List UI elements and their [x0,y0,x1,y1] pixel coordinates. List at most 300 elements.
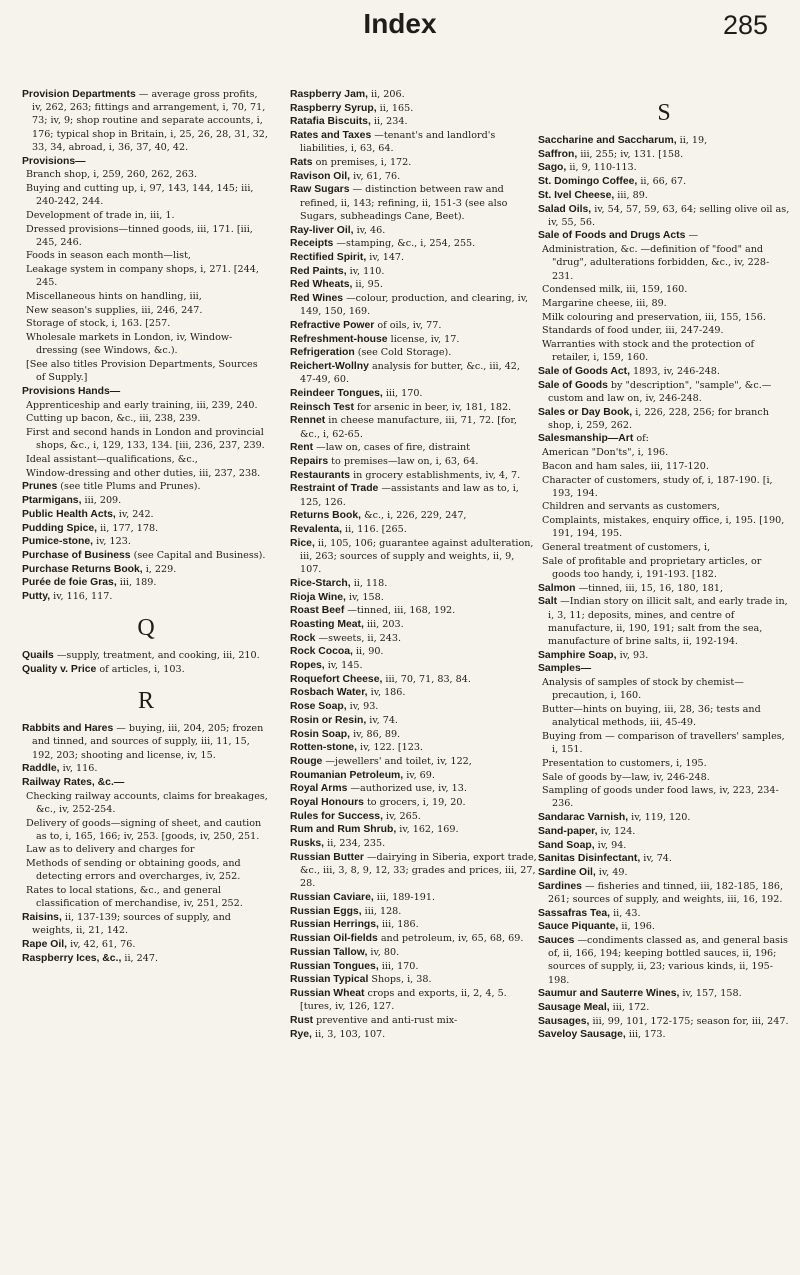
index-entry [538,161,790,174]
index-entry [538,189,790,202]
index-entry [290,509,538,522]
entry-refs: ii, 3, 103, 107. [311,1028,386,1040]
entry-refs: —authorized use, iv, 13. [347,783,467,795]
entry-refs: ii, 196. [618,921,655,933]
entry-heading: Receipts [290,238,334,250]
entry-refs: ii, 206. [367,89,405,100]
entry-heading: Salad Oils, [538,203,592,215]
index-entry [290,810,538,823]
entry-refs: —jewellers' and toilet, iv, 122, [322,755,472,767]
entry-refs: Shops, i, 38. [368,974,432,986]
entry-refs: (see Cold Storage). [354,347,452,359]
entry-refs: license, iv, 17. [387,333,460,345]
entry-heading: Rosin or Resin, [290,714,367,726]
entry-refs: on premises, i, 172. [312,157,412,169]
index-entry [538,406,790,432]
index-entry [22,952,270,965]
index-entry [538,582,790,595]
entry-refs: iv, 145. [324,660,363,672]
index-entry [538,934,790,987]
entry-heading: Rent [290,442,314,454]
index-entry [290,591,538,604]
entry-refs: iv, 162, 169. [396,824,459,836]
entry-refs: iv, 123. [93,536,131,548]
index-entry [22,522,270,535]
entry-refs: —colour, production, and clearing, iv, 149, 150, 169. [300,293,529,318]
index-entry [22,576,270,589]
entry-refs: ii, 19, [676,135,708,146]
index-subentry: Administration, &c. —definition of "food" and "drug", adulterations forbidden, &c., iv, 228-231. [542,244,770,282]
index-entry [538,852,790,865]
index-entry [290,224,538,237]
index-entry [290,837,538,850]
entry-heading: Rosbach Water, [290,687,368,699]
index-subentry: Buying and cutting up, i, 97, 143, 144, 145; iii, 240-242, 244. [26,182,254,208]
index-entry [538,1028,790,1041]
entry-refs: iv, 49. [595,866,628,878]
index-entry [538,432,790,445]
index-entry [290,102,538,115]
entry-refs: iv, 69. [403,769,435,781]
entry-heading: Pumice-stone, [22,536,94,548]
entry-refs: (see Capital and Business). [130,549,266,561]
index-entry [290,265,538,278]
entry-heading: Sausages, [538,1015,590,1027]
index-subentry: Buying from — comparison of travellers' samples, i, 151. [542,730,785,756]
index-entry [22,663,270,676]
entry-heading: Russian Herrings, [290,919,379,931]
index-subentry: Development of trade in, iii, 1. [26,209,175,221]
entry-heading: Royal Arms [290,783,348,795]
index-entry [538,365,790,378]
entry-refs: iv, 61, 76. [350,170,401,182]
index-entry [290,469,538,482]
index-subentry: Warranties with stock and the protection of retailer, i, 159, 160. [542,339,755,364]
entry-heading: Raspberry Jam, [290,89,368,100]
entry-heading: Revalenta, [290,524,342,535]
entry-refs: iii, 186. [378,919,419,931]
entry-refs: —assistants and law as to, i, 125, 126. [300,483,519,508]
entry-heading: Refreshment-house [290,333,388,345]
index-entry [538,134,790,147]
index-entry [22,590,270,603]
index-entry [538,920,790,933]
entry-refs: analysis for butter, &c., iii, 42, 47-49, 60. [300,361,520,386]
entry-heading: Sausage Meal, [538,1002,610,1013]
entry-heading: Reinsch Test [290,401,354,413]
entry-heading: Purée de foie Gras, [22,577,117,589]
entry-refs: iv, 110. [346,265,385,277]
entry-heading: Salmon [538,582,576,594]
entry-heading: Raspberry Syrup, [290,102,377,114]
entry-heading: Russian Butter [290,851,364,863]
index-subentry: Sale of goods by—law, iv, 246-248. [542,771,710,783]
index-subentry: Sampling of goods under food laws, iv, 223, 234-236. [542,785,779,810]
index-subentry: Apprenticeship and early training, iii, 239, 240. [26,399,258,411]
entry-refs: iv, 116. [59,763,98,775]
entry-heading: Sassafras Tea, [538,907,611,919]
index-entry [22,762,270,775]
entry-refs: —supply, treatment, and cooking, iii, 210. [53,650,260,662]
entry-heading: Quails [22,650,54,662]
index-entry [290,1028,538,1041]
index-entry [290,960,538,973]
index-subentry: Analysis of samples of stock by chemist—precaution, i, 160. [542,677,744,702]
entry-refs: —tinned, iii, 168, 192. [344,605,456,617]
index-entry [290,360,538,386]
entry-refs: of oils, iv, 77. [374,319,442,331]
index-entry [290,714,538,727]
entry-heading: Rye, [290,1028,312,1040]
entry-refs: ii, 105, 106; guarantee against adulteration, iii, 263; sources of supply and weights, ii, 9, 107. [300,537,534,576]
entry-refs: —stamping, &c., i, 254, 255. [333,238,476,250]
page-header [0,0,800,60]
entry-heading: Red Wheats, [290,279,353,291]
index-entry [290,183,538,223]
index-entry [538,839,790,852]
entry-refs: —condiments classed as, and general basis of, ii, 166, 194; keeping bottled sauces, ii, 196; sources of supply, ii, 23; various kinds, ii, 195-198. [548,934,788,986]
entry-refs: iv, 124. [597,825,636,837]
entry-heading: Ray-liver Oil, [290,224,354,236]
entry-heading: Sauce Piquante, [538,921,619,933]
index-entry [538,811,790,824]
entry-refs: iii, 99, 101, 172-175; season for, iii, 247. [589,1015,789,1027]
entry-heading: Rust [290,1014,314,1026]
entry-refs: iii, 89. [614,189,648,201]
entry-refs: (see title Plums and Prunes). [57,481,201,493]
index-entry [290,782,538,795]
entry-heading: Rotten-stone, [290,742,357,754]
index-subentry: Storage of stock, i, 163. [257. [26,318,171,330]
index-entry [290,673,538,686]
index-entry [22,649,270,662]
index-entry [290,741,538,754]
entry-refs: &c., i, 226, 229, 247, [361,510,467,522]
entry-heading: Raisins, [22,911,62,923]
entry-refs: iii, 203. [363,618,404,630]
index-subentry: Character of customers, study of, i, 187-190. [i, 193, 194. [542,474,773,499]
index-entry [22,385,270,398]
entry-refs: iv, 186. [367,687,406,699]
index-entry [538,203,790,229]
index-subentry: Law as to delivery and charges for [26,844,195,856]
entry-heading: Russian Wheat [290,987,365,999]
entry-heading: Ptarmigans, [22,495,82,507]
index-entry [290,618,538,631]
index-subentry: Wholesale markets in London, iv, Window-dressing (see Windows, &c.). [26,332,233,357]
entry-heading: Rusks, [290,838,325,850]
entry-heading: Rum and Rum Shrub, [290,824,397,836]
entry-refs: — distinction between raw and refined, ii, 143; refining, ii, 151-3 (see also Sugars, subheadings Cane, Beet). [300,184,508,222]
entry-refs: — average gross profits, iv, 262, 263; fittings and arrangement, i, 70, 71, 73; iv, 9; shop routine and separate accounts, i, 176; typical shop in Britain, i, 25, 26, 28, 31, 32, 33, 34, abroad, i, 36, 37, 40, 42. [32,89,268,153]
entry-heading: Salesmanship—Art [538,433,634,445]
entry-heading: St. Domingo Coffee, [538,176,638,188]
index-subentry: Children and servants as customers, [542,501,720,513]
entry-heading: Ravison Oil, [290,170,351,182]
entry-heading: Restraint of Trade [290,483,379,495]
index-entry [290,523,538,536]
index-subentry: Presentation to customers, i, 195. [542,757,707,769]
index-subentry: Dressed provisions—tinned goods, iii, 171. [iii, 245, 246. [26,223,253,248]
entry-refs: crops and exports, ii, 2, 4, 5. [tures, iv, 126, 127. [300,987,507,1013]
entry-heading: Railway Rates, &c.— [22,776,125,788]
index-entry [290,659,538,672]
entry-heading: Rape Oil, [22,938,68,950]
entry-refs: ii, 247. [121,952,158,964]
index-entry [538,1001,790,1014]
entry-heading: Rouge [290,755,323,767]
entry-heading: Russian Caviare, [290,891,374,903]
entry-heading: Putty, [22,591,51,603]
entry-heading: Rules for Success, [290,810,383,822]
index-entry [538,866,790,879]
entry-refs: iii, 170. [382,387,423,399]
entry-heading: Restaurants [290,469,351,481]
index-entry [290,973,538,986]
entry-refs: 1893, iv, 246-248. [630,365,720,377]
index-subentry: American "Don'ts", i, 196. [542,447,669,459]
entry-heading: Raw Sugars [290,184,350,196]
entry-heading: Refractive Power [290,319,375,331]
index-subentry: Ideal assistant—qualifications, &c., [26,453,198,465]
index-entry [22,535,270,548]
entry-refs: iii, 189. [116,577,157,589]
index-entry [290,987,538,1013]
entry-heading: Sale of Foods and Drugs Acts [538,230,686,242]
index-subentry: Leakage system in company shops, i, 271. [244, 245. [26,264,259,289]
entry-heading: Saveloy Sausage, [538,1029,626,1041]
index-subentry: Miscellaneous hints on handling, iii, [26,291,202,303]
entry-heading: Samphire Soap, [538,649,617,661]
entry-refs: —tenant's and landlord's liabilities, i, 63, 64. [300,130,496,155]
entry-refs: iii, 255; iv, 131. [158. [577,148,684,160]
entry-heading: Rice, [290,537,315,549]
entry-heading: Sardines [538,880,582,892]
entry-refs: iv, 93. [346,701,379,713]
index-entry [290,851,538,891]
index-entry [538,175,790,188]
entry-refs: iv, 116, 117. [50,591,113,603]
index-entry [290,278,538,291]
entry-heading: Rice-Starch, [290,577,351,589]
index-column-2 [290,88,538,1041]
index-column-1 [22,88,270,965]
entry-heading: Sandarac Varnish, [538,812,629,824]
index-subentry: Margarine cheese, iii, 89. [542,297,667,309]
index-entry [290,645,538,658]
entry-refs: ii, 137-139; sources of supply, and weights, ii, 21, 142. [32,911,231,937]
page-number: 285 [722,10,768,40]
entry-heading: Sand Soap, [538,839,595,851]
index-entry [538,649,790,662]
entry-heading: Returns Book, [290,510,362,522]
entry-heading: Red Wines [290,293,344,305]
entry-heading: Reindeer Tongues, [290,387,383,399]
index-entry [22,938,270,951]
entry-heading: Saffron, [538,148,578,160]
index-column-3 [538,88,790,1042]
entry-heading: Repairs [290,455,329,467]
entry-heading: Red Paints, [290,265,347,277]
entry-refs: —sweets, ii, 243. [315,632,402,644]
entry-refs: ii, 234. [370,116,408,128]
index-entry [538,595,790,648]
entry-heading: Public Health Acts, [22,508,116,520]
index-subentry: Branch shop, i, 259, 260, 262, 263. [26,169,198,181]
index-entry [290,414,538,440]
entry-refs: and petroleum, iv, 65, 68, 69. [377,933,524,945]
entry-refs: iv, 122. [123. [356,742,423,754]
entry-heading: Roasting Meat, [290,618,364,630]
index-entry [290,932,538,945]
entry-refs: iv, 46. [353,224,386,236]
entry-heading: Royal Honours [290,797,364,809]
entry-refs: iv, 242. [115,508,154,520]
entry-heading: Quality v. Price [22,663,97,675]
index-subentry: Delivery of goods—signing of sheet, and caution as to, i, 165, 166; iv, 253. [goods, iv, 250, 251. [26,817,262,842]
index-entry [290,604,538,617]
entry-refs: ii, 165. [376,102,414,114]
entry-refs: by "description", "sample", &c.—custom and law on, iv, 246-248. [548,379,772,404]
entry-heading: Rennet [290,415,326,427]
entry-heading: Samples— [538,663,592,675]
entry-refs: of: [633,433,649,445]
entry-heading: Refrigeration [290,347,355,359]
entry-heading: Sardine Oil, [538,866,596,878]
index-entry [290,170,538,183]
entry-refs: — buying, iii, 204, 205; frozen and tinned, and sources of supply, iii, 11, 15, 192, 203; shooting and license, iv, 15. [32,723,264,761]
index-entry [22,563,270,576]
entry-heading: Rectified Spirit, [290,251,367,263]
entry-heading: Sale of Goods Act, [538,365,630,377]
index-subentry: Condensed milk, iii, 159, 160. [542,284,688,296]
index-entry [22,722,270,762]
entry-heading: Sago, [538,162,567,174]
index-entry [290,755,538,768]
entry-refs: preventive and anti-rust mix- [313,1014,458,1026]
index-subentry: Methods of sending or obtaining goods, and detecting errors and overcharges, iv, 252. [26,858,241,883]
entry-refs: iv, 86, 89. [350,728,401,740]
entry-refs: —tinned, iii, 15, 16, 180, 181, [575,582,724,594]
index-subentry: Foods in season each month—list, [26,250,191,262]
index-entry [22,155,270,168]
entry-heading: Roquefort Cheese, [290,673,383,685]
index-entry [290,115,538,128]
index-entry [290,823,538,836]
index-subentry: Cutting up bacon, &c., iii, 238, 239. [26,413,201,425]
index-entry [290,333,538,346]
section-letter: R [137,688,154,715]
index-entry [538,907,790,920]
index-subentry: Bacon and ham sales, iii, 117-120. [542,460,709,472]
entry-heading: Rats [290,157,313,169]
index-subentry: [See also titles Provision Departments, Sources of Supply.] [26,359,258,384]
entry-heading: Pudding Spice, [22,522,98,534]
index-subentry: Standards of food under, iii, 247-249. [542,325,724,337]
entry-refs: — fisheries and tinned, iii, 182-185, 186, 261; sources of supply, and weights, iii, 16, 192. [548,880,784,905]
index-entry [290,319,538,332]
entry-heading: Sauces [538,934,575,946]
entry-refs: in cheese manufacture, iii, 71, 72. [for, &c., i, 62-65. [300,415,517,440]
entry-refs: —dairying in Siberia, export trade, &c., iii, 3, 8, 9, 12, 33; grades and prices, iii, 27, 28. [300,851,537,890]
entry-refs: —Indian story on illicit salt, and early trade in, i, 3, 11; deposits, mines, and centre of manufacture, ii, 190, 191; salt from the sea, manufacture of brine salts, ii, 192-194. [548,596,788,648]
entry-heading: St. Ivel Cheese, [538,189,615,201]
entry-heading: Russian Oil-fields [290,933,378,945]
index-subentry: Sale of profitable and proprietary articles, or goods too handy, i, 191-193. [182. [542,555,762,580]
index-entry [290,891,538,904]
entry-heading: Sales or Day Book, [538,406,633,418]
entry-heading: Rosin Soap, [290,728,351,740]
entry-heading: Ratafia Biscuits, [290,116,371,128]
entry-heading: Russian Tongues, [290,960,379,972]
index-entry [538,825,790,838]
entry-heading: Roumanian Petroleum, [290,769,404,781]
index-entry [290,632,538,645]
entry-heading: Provisions— [22,155,86,167]
index-subentry: First and second hands in London and provincial shops, &c., i, 129, 133, 134. [iii, 236, 237, 239. [26,427,265,452]
index-entry [290,482,538,508]
entry-heading: Sand-paper, [538,825,598,837]
entry-refs: — [685,230,699,242]
entry-heading: Rates and Taxes [290,130,372,142]
entry-refs: in grocery establishments, iv, 4, 7. [350,469,521,481]
section-letter: Q [137,615,155,642]
index-entry [290,387,538,400]
index-entry [538,880,790,906]
entry-refs: iii, 170. [378,960,419,972]
entry-refs: of articles, i, 103. [96,663,185,675]
entry-heading: Rock Cocoa, [290,646,353,658]
entry-heading: Russian Tallow, [290,946,368,958]
index-entry [538,1015,790,1028]
entry-refs: iv, 93. [616,649,649,661]
index-entry [290,537,538,577]
index-entry [290,905,538,918]
index-entry [290,346,538,359]
entry-refs: ii, 95. [352,279,383,291]
entry-heading: Rioja Wine, [290,591,346,603]
entry-refs: i, 229. [142,563,177,575]
entry-heading: Purchase of Business [22,549,131,561]
entry-heading: Reichert-Wollny [290,361,369,373]
entry-refs: for arsenic in beer, iv, 181, 182. [353,401,512,413]
section-letter: S [657,100,671,126]
index-entry [22,508,270,521]
index-entry [290,129,538,155]
entry-refs: iv, 157, 158. [679,988,742,1000]
index-subentry: Rates to local stations, &c., and general classification of merchandise, iv, 251, 252. [26,885,243,910]
index-entry [290,401,538,414]
entry-heading: Sanitas Disinfectant, [538,853,641,865]
page-title: Index [363,8,437,39]
entry-refs: iv, 147. [366,251,405,263]
entry-refs: iv, 74. [366,714,398,726]
entry-refs: to grocers, i, 19, 20. [363,797,466,809]
index-entry [290,918,538,931]
index-entry [290,88,538,101]
index-entry [22,88,270,154]
entry-refs: iii, 209. [81,495,122,507]
entry-refs: ii, 43. [610,907,641,919]
entry-refs: iii, 173. [625,1029,666,1041]
index-entry [290,251,538,264]
entry-refs: iii, 128. [361,905,402,917]
index-entry [538,229,790,242]
index-entry [290,769,538,782]
entry-refs: iv, 119, 120. [628,812,691,824]
entry-heading: Rabbits and Hares [22,723,114,735]
index-subentry: Checking railway accounts, claims for breakages, &c., iv, 252-254. [26,790,268,815]
